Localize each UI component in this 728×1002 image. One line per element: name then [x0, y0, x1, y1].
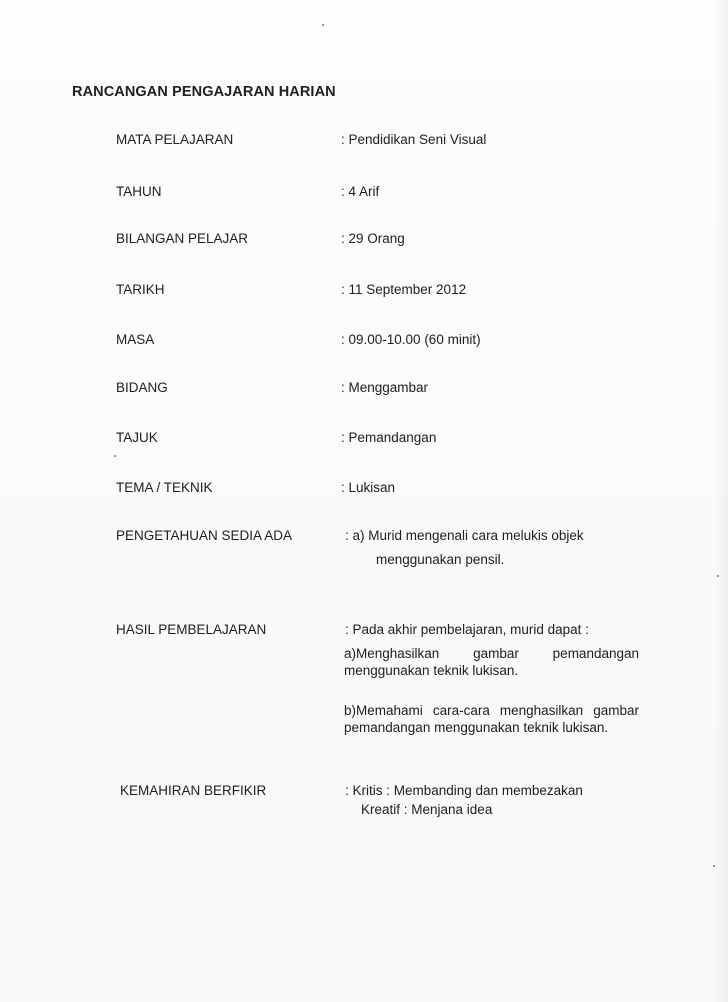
field-label: TAJUK — [116, 430, 158, 445]
field-label: MATA PELAJARAN — [116, 132, 234, 147]
field-label: TEMA / TEKNIK — [116, 480, 213, 495]
field-value: : Lukisan — [341, 480, 396, 495]
hasil-item-b: b)Memahami cara-cara menghasilkan gambar pemandangan menggunakan teknik lukisan. — [344, 703, 639, 735]
document-title: RANCANGAN PENGAJARAN HARIAN — [72, 84, 336, 100]
field-value: : 29 Orang — [341, 231, 405, 246]
field-value: : 09.00-10.00 (60 minit) — [341, 332, 481, 347]
field-value: : Pendidikan Seni Visual — [341, 132, 487, 147]
field-label: HASIL PEMBELAJARAN — [116, 622, 267, 637]
field-label: KEMAHIRAN BERFIKIR — [120, 783, 267, 798]
field-value: : Menggambar — [341, 380, 429, 395]
pengetahuan-line-1: : a) Murid mengenali cara melukis objek — [345, 528, 584, 543]
field-value: : 11 September 2012 — [341, 282, 467, 297]
scan-speck — [713, 865, 715, 867]
hasil-item-a: a)Menghasilkan gambar pemandangan menggunakan teknik lukisan. — [344, 646, 639, 678]
field-label: TAHUN — [116, 184, 162, 199]
field-value: : Pemandangan — [341, 430, 437, 445]
pengetahuan-line-2: menggunakan pensil. — [376, 552, 505, 567]
kemahiran-line-2: Kreatif : Menjana idea — [361, 802, 493, 817]
scan-speck — [322, 24, 324, 26]
field-value: : 4 Arif — [341, 184, 380, 199]
field-label: BILANGAN PELAJAR — [116, 231, 249, 246]
scan-edge-shadow — [714, 0, 728, 1002]
hasil-intro: : Pada akhir pembelajaran, murid dapat : — [345, 622, 589, 637]
scan-speck — [114, 455, 116, 457]
field-label: MASA — [116, 332, 155, 347]
field-label: PENGETAHUAN SEDIA ADA — [116, 528, 293, 543]
field-label: TARIKH — [116, 282, 165, 297]
scan-speck — [717, 575, 719, 577]
field-label: BIDANG — [116, 380, 168, 395]
kemahiran-line-1: : Kritis : Membanding dan membezakan — [345, 783, 583, 798]
